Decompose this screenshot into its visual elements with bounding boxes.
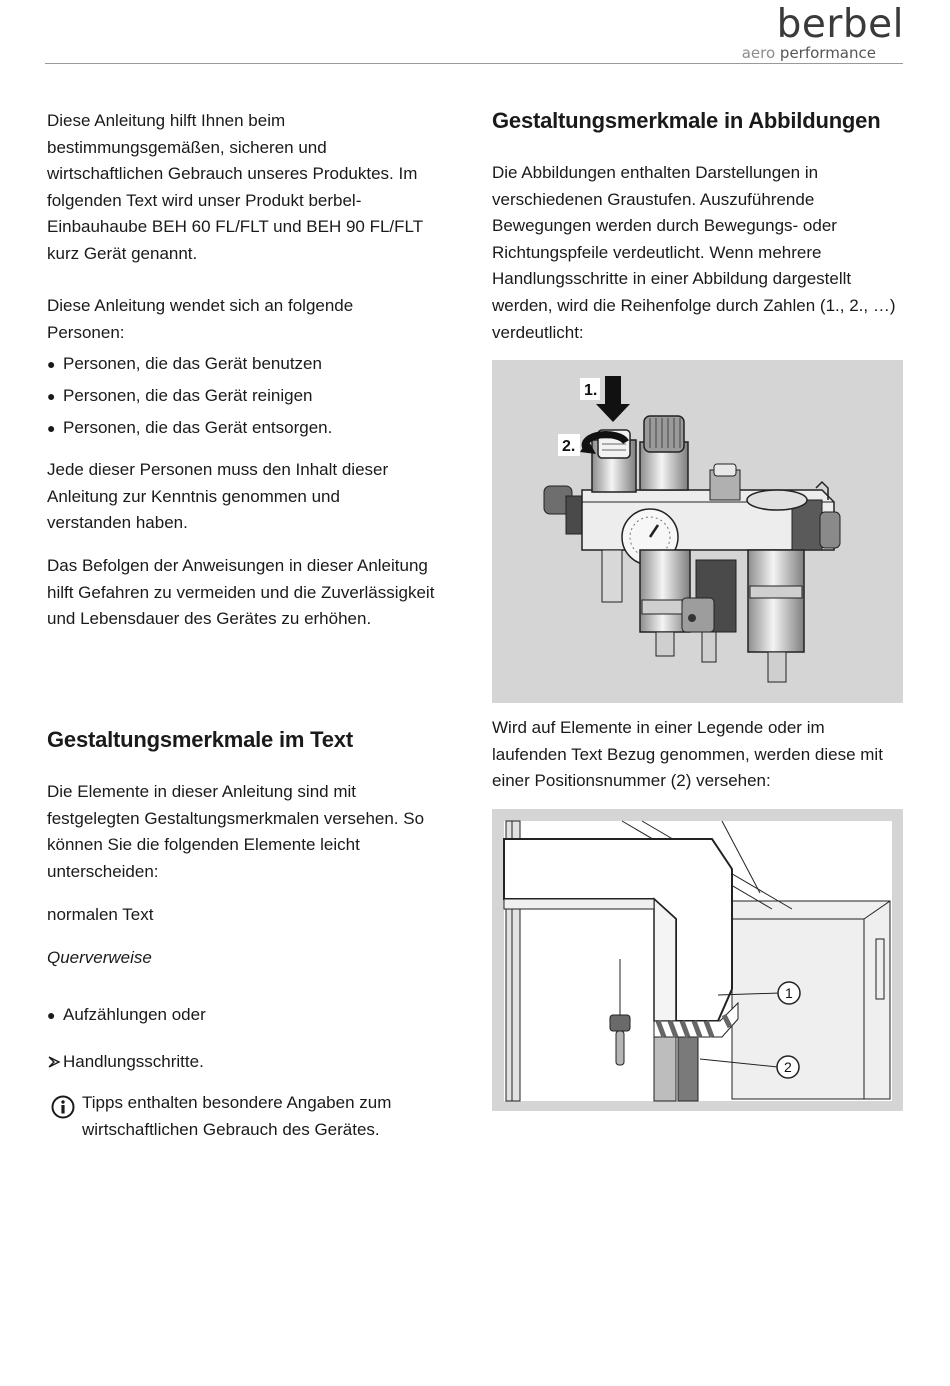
normal-text-example: normalen Text (47, 905, 154, 924)
intro-paragraph: Diese Anleitung hilft Ihnen beim bestimmungsgemäßen, sicheren und wirtschaftlichen Gebrauch unseres Produktes. Im folgenden Text wird unser Produkt berbel-Einbauhaube BEH 60 FL/FLT und BEH 90 FL/FLT kurz Gerät genannt. (47, 111, 423, 263)
info-icon (51, 1095, 75, 1119)
step-example (47, 1052, 204, 1072)
benefit-paragraph: Das Befolgen der Anweisungen in dieser Anleitung hilft Gefahren zu vermeiden und die Zuverlässigkeit und Lebensdauer des Gerätes zu erhöhen. (47, 556, 435, 629)
must-read-paragraph: Jede dieser Personen muss den Inhalt dieser Anleitung zur Kenntnis genommen und verstanden haben. (47, 460, 389, 533)
tip-paragraph: Tipps enthalten besondere Angaben zum wirtschaftlichen Gebrauch des Gerätes. (82, 1093, 392, 1139)
figure-intro: Die Abbildungen enthalten Darstellungen in verschiedenen Graustufen. Auszuführende Bewegungen werden durch Bewegungs- oder Richtungspfeile verdeutlicht. Wenn mehrere Handlungsschritte in einer Abbildung dargestellt werden, wird die Reihenfolge durch Zahlen (1., 2., …) verdeutlicht: (492, 163, 896, 342)
bullet-dot-icon: ● (47, 420, 56, 436)
audience-item-users (47, 354, 322, 374)
tagline-aero: aero (741, 44, 776, 62)
brand-tagline (742, 44, 876, 62)
figure-filter-regulator (492, 360, 903, 703)
header-rule (45, 63, 903, 64)
legend-intro: Wird auf Elemente in einer Legende oder im laufenden Text Bezug genommen, werden diese mit einer Positionsnummer (2) versehen: (492, 718, 883, 791)
enumeration-label: Aufzählungen oder (63, 1005, 206, 1024)
audience-item-label: Personen, die das Gerät entsorgen. (63, 418, 333, 437)
step-arrow-icon (47, 1055, 61, 1069)
bullet-dot-icon: ● (47, 388, 56, 404)
position-number-2: 2 (784, 1059, 792, 1075)
audience-item-label: Personen, die das Gerät benutzen (63, 354, 322, 373)
audience-intro: Diese Anleitung wendet sich an folgende Personen: (47, 296, 354, 342)
elements-intro: Die Elemente in dieser Anleitung sind mit festgelegten Gestaltungsmerkmalen versehen. So können Sie die folgenden Elemente leicht unterscheiden: (47, 782, 425, 881)
position-number-1: 1 (785, 985, 793, 1001)
filter-regulator-illustration (492, 360, 903, 703)
hood-frame-illustration (492, 809, 903, 1111)
tagline-performance: performance (779, 44, 876, 62)
figure-step-2-label: 2. (562, 438, 576, 455)
bullet-dot-icon: ● (47, 356, 56, 372)
crossref-example: Querverweise (47, 948, 152, 967)
audience-item-disposers (47, 418, 332, 438)
brand-logo: berbel (776, 2, 904, 47)
heading-figure-features: Gestaltungsmerkmale in Abbildungen (492, 108, 881, 133)
heading-text-features: Gestaltungsmerkmale im Text (47, 727, 353, 752)
audience-item-cleaners (47, 386, 313, 406)
audience-item-label: Personen, die das Gerät reinigen (63, 386, 313, 405)
enumeration-example (47, 1005, 206, 1025)
step-label: Handlungsschritte. (63, 1052, 204, 1071)
figure-hood-frame (492, 809, 903, 1111)
figure-step-1-label: 1. (584, 382, 598, 399)
bullet-dot-icon: ● (47, 1007, 56, 1023)
